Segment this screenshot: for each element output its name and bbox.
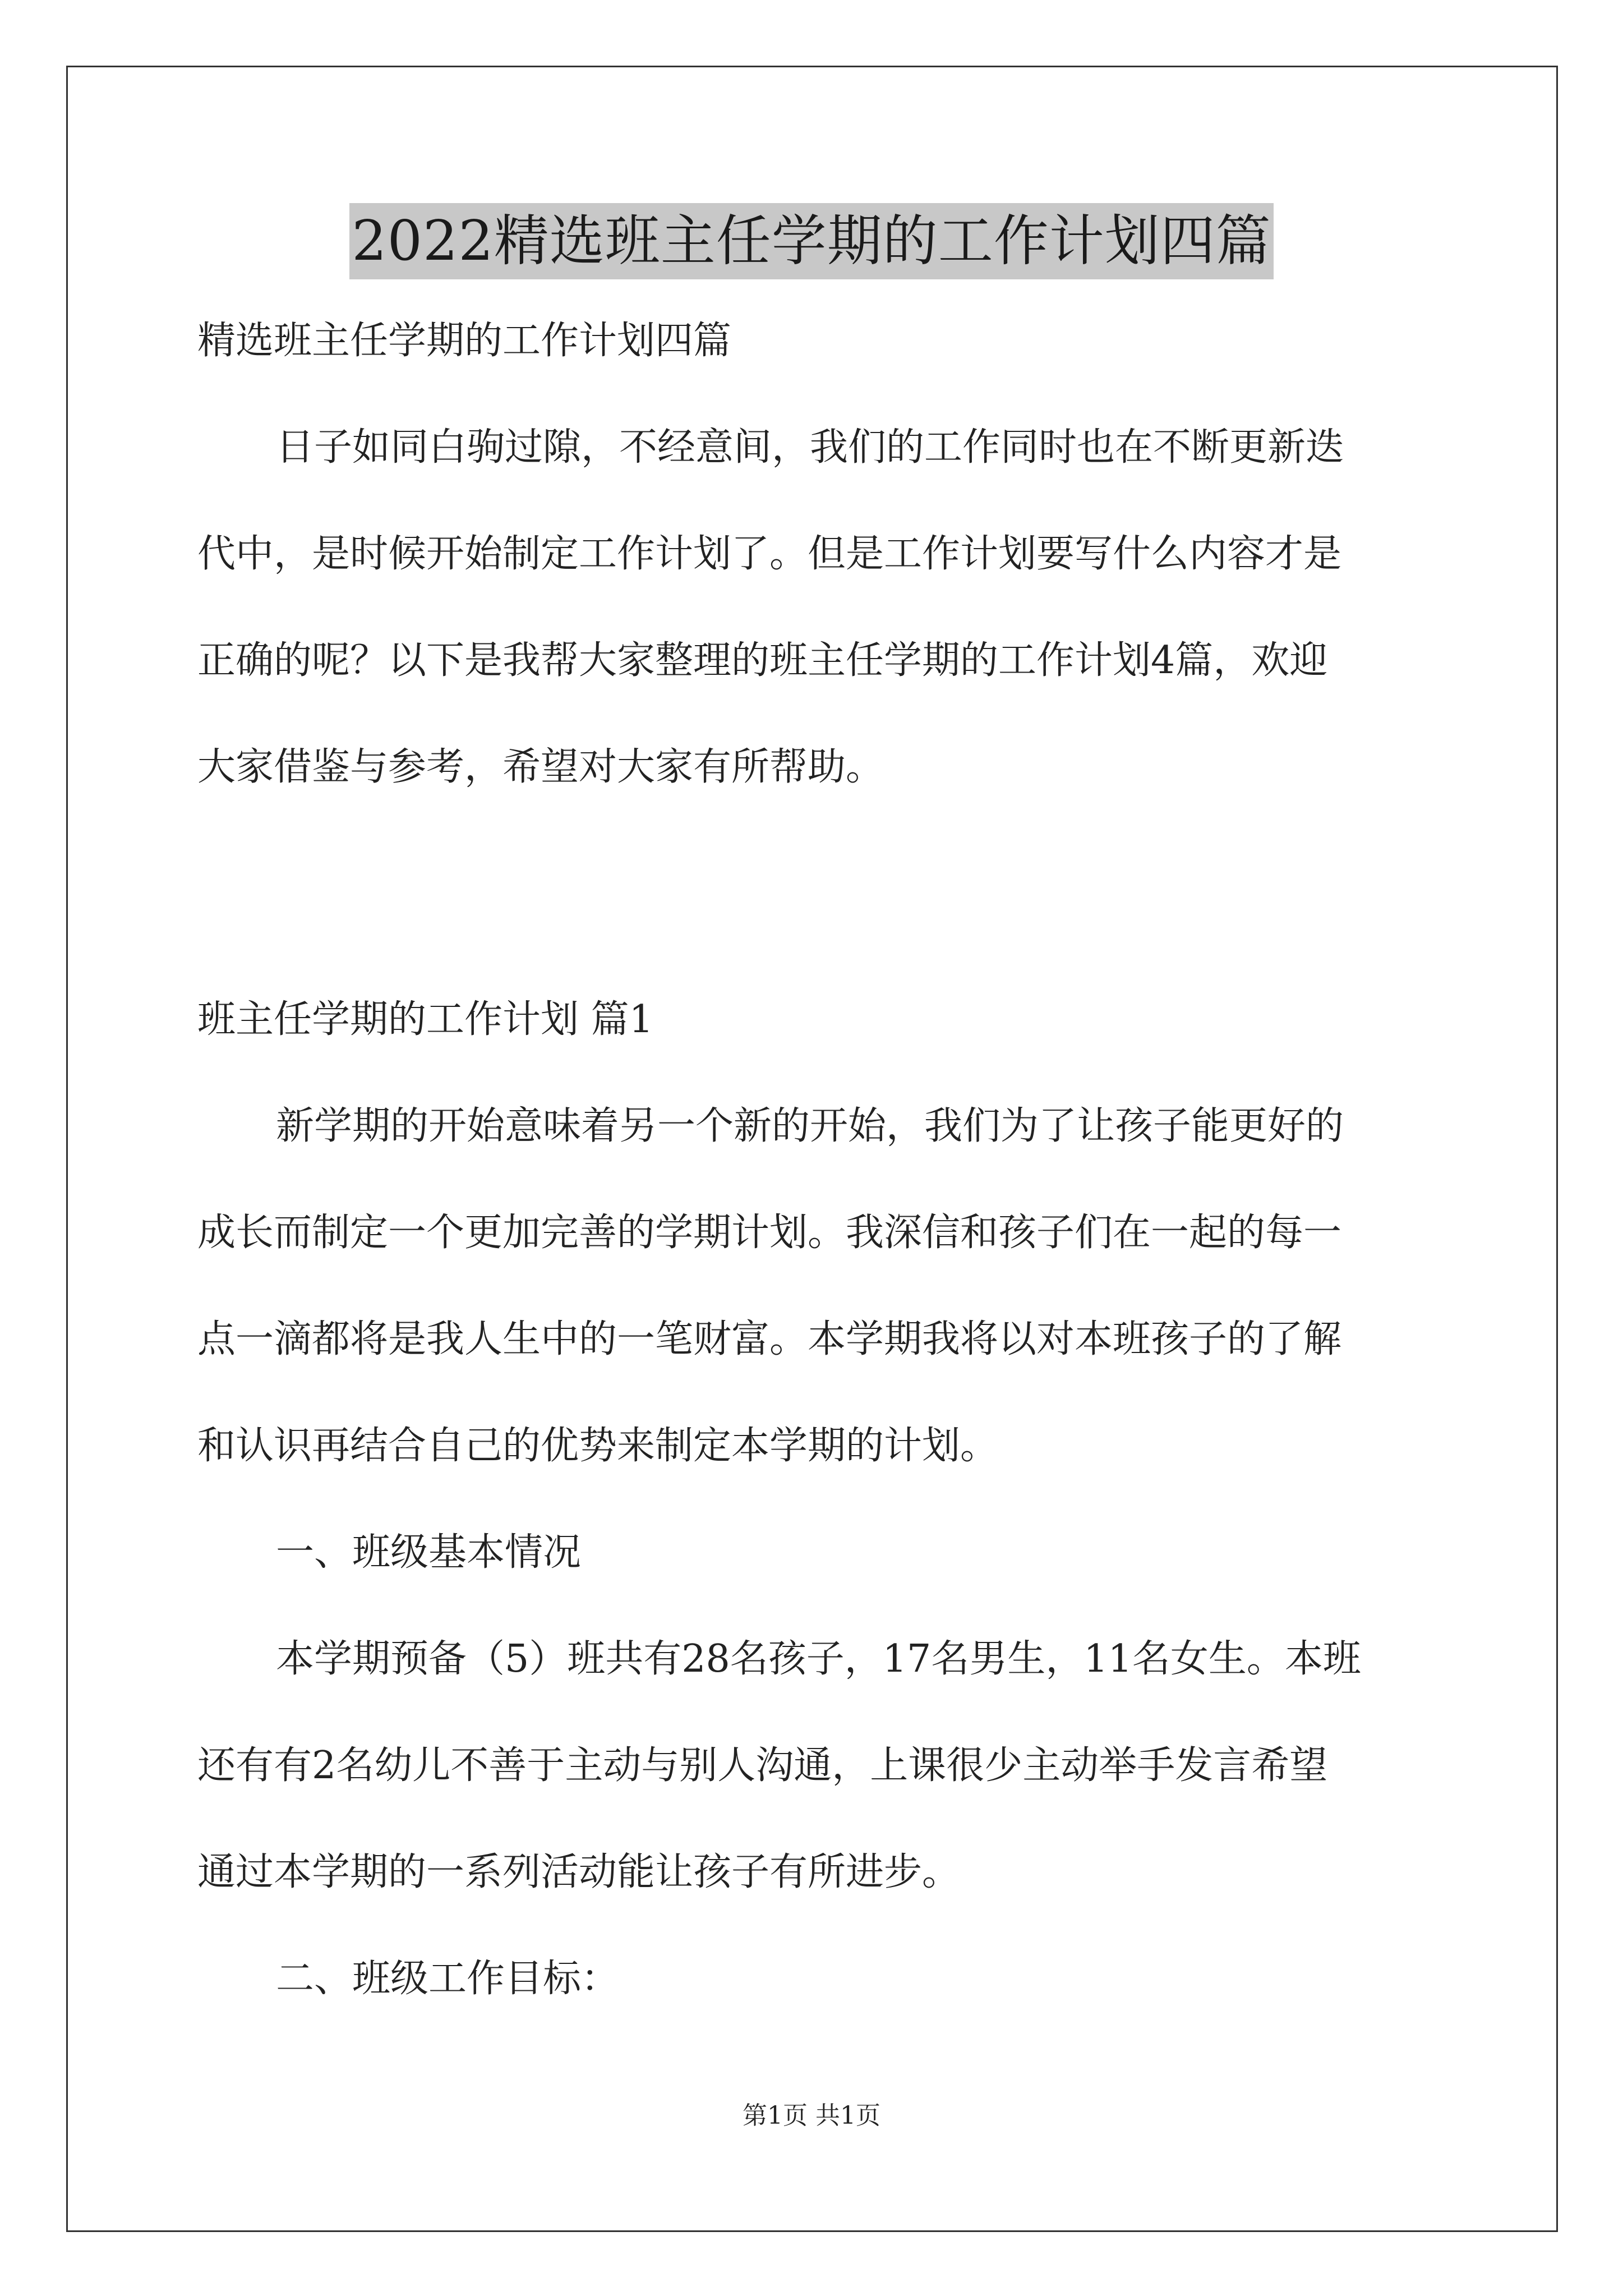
title-container bbox=[0, 203, 1623, 279]
class-info-line: 还有有2名幼儿不善于主动与别人沟通，上课很少主动举手发言希望 bbox=[197, 1743, 1328, 1788]
subtitle: 精选班主任学期的工作计划四篇 bbox=[197, 319, 732, 363]
section-heading: 班主任学期的工作计划 篇1 bbox=[197, 997, 653, 1042]
document-title: 2022精选班主任学期的工作计划四篇 bbox=[349, 203, 1273, 279]
section-line: 成长而制定一个更加完善的学期计划。我深信和孩子们在一起的每一 bbox=[197, 1211, 1342, 1255]
class-info-line: 本学期预备（5）班共有28名孩子，17名男生，11名女生。本班 bbox=[276, 1637, 1361, 1681]
intro-line: 日子如同白驹过隙，不经意间，我们的工作同时也在不断更新迭 bbox=[276, 425, 1344, 470]
intro-line: 正确的呢？以下是我帮大家整理的班主任学期的工作计划4篇，欢迎 bbox=[197, 638, 1328, 683]
heading-two: 二、班级工作目标： bbox=[276, 1957, 620, 2001]
heading-one: 一、班级基本情况 bbox=[276, 1530, 582, 1575]
intro-line: 大家借鉴与参考，希望对大家有所帮助。 bbox=[197, 745, 884, 789]
page-footer: 第1页 共1页 bbox=[743, 2101, 880, 2130]
section-line: 新学期的开始意味着另一个新的开始，我们为了让孩子能更好的 bbox=[276, 1104, 1344, 1148]
intro-line: 代中，是时候开始制定工作计划了。但是工作计划要写什么内容才是 bbox=[197, 532, 1342, 576]
section-line: 点一滴都将是我人生中的一笔财富。本学期我将以对本班孩子的了解 bbox=[197, 1317, 1342, 1361]
section-line: 和认识再结合自己的优势来制定本学期的计划。 bbox=[197, 1424, 999, 1468]
class-info-line: 通过本学期的一系列活动能让孩子有所进步。 bbox=[197, 1850, 961, 1894]
